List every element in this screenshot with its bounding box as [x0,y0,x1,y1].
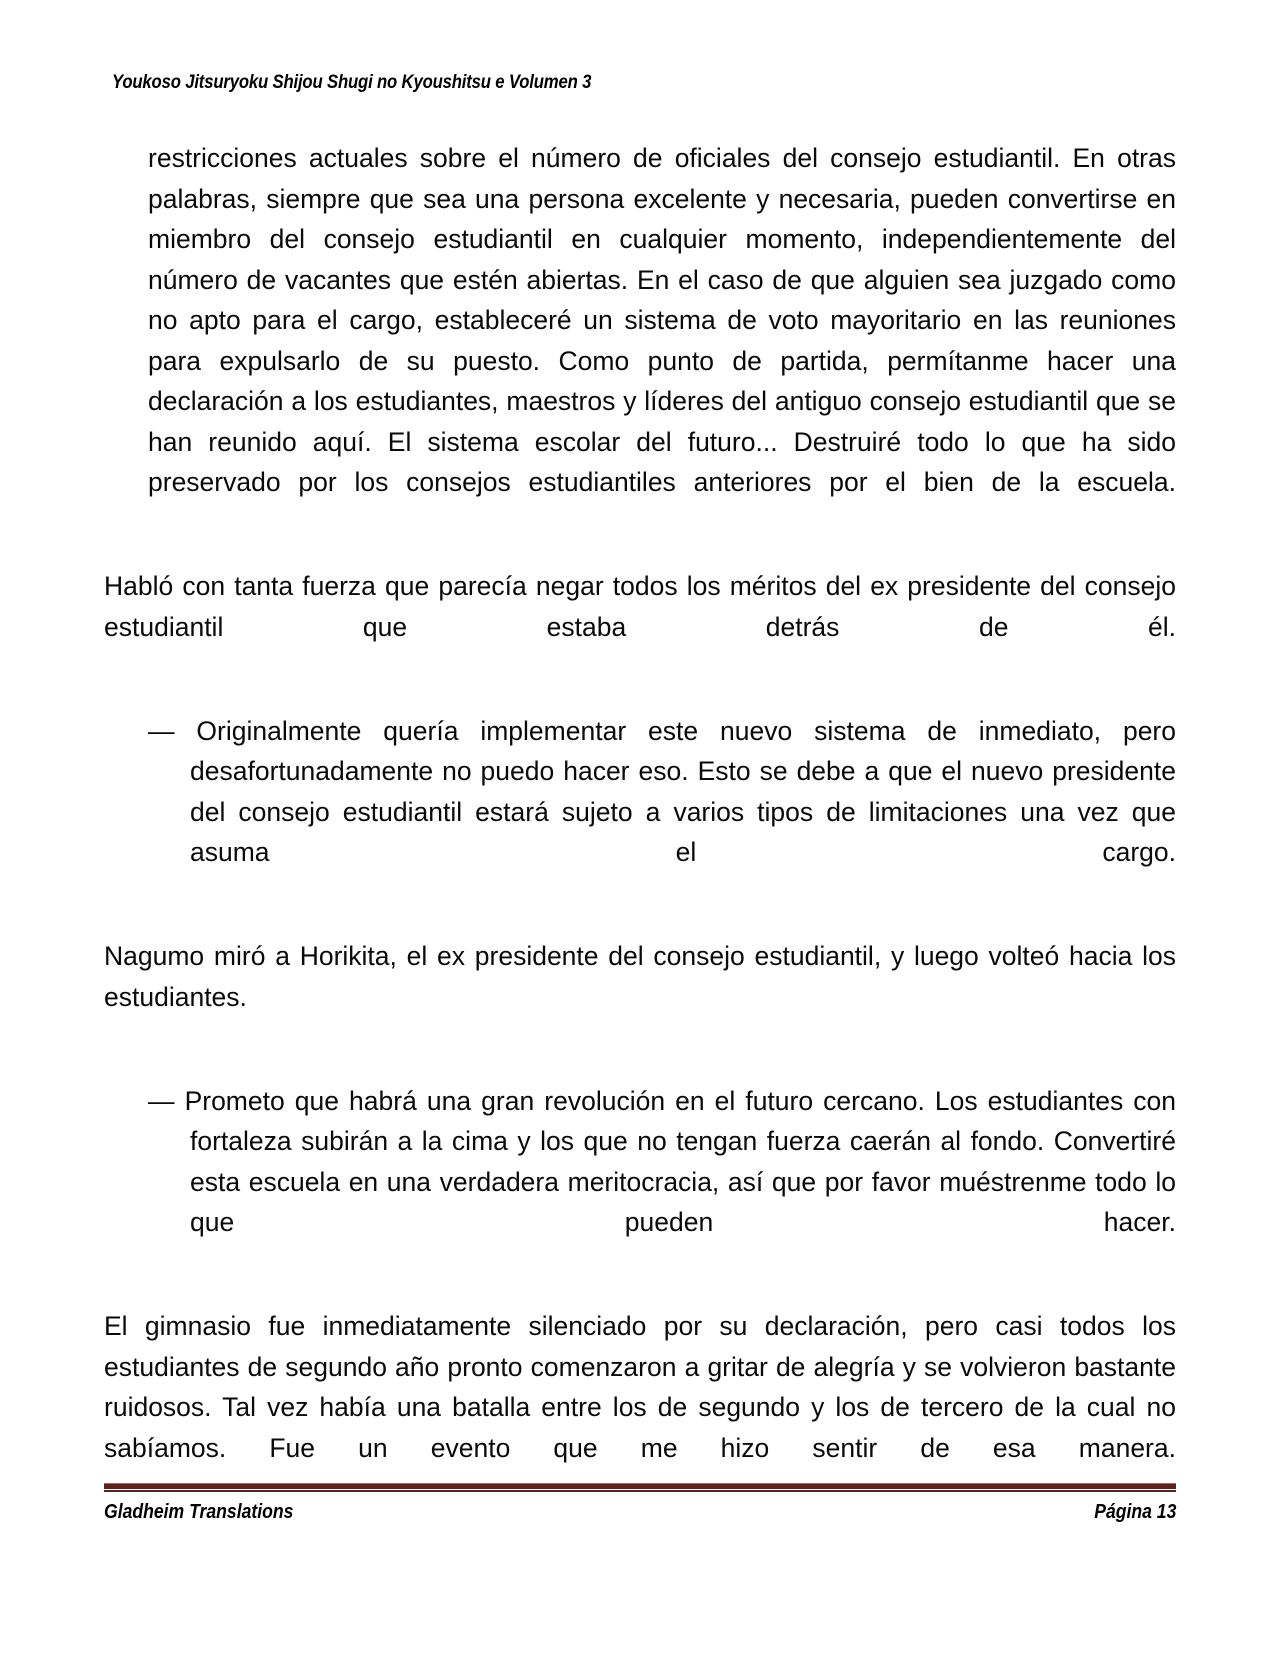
footer-translator-credit: Gladheim Translations [104,1501,294,1523]
page-footer [104,1483,1176,1524]
footer-rule-thin [104,1490,1176,1492]
document-body [104,138,1176,1509]
em-dash-marker: — [148,1085,175,1116]
paragraph-dialogue-prometo [148,1081,1176,1284]
paragraph-quote-speech: restricciones actuales sobre el número de oficiales del consejo estudiantil. En otras palabras, siempre que sea una persona excelente y necesaria, pueden convertirse en miembro del consejo estudiantil en cualquier momento, independientemente del número de vacantes que estén abiertas. En el caso de que alguien sea juzgado como no apto para el cargo, estableceré un sistema de voto mayoritario en las reuniones para expulsarlo de su puesto. Como punto de partida, permítanme hacer una declaración a los estudiantes, maestros y líderes del antiguo consejo estudiantil que se han reunido aquí. El sistema escolar del futuro... Destruiré todo lo que ha sido preservado por los consejos estudiantiles anteriores por el bien de la escuela. [148,143,1176,497]
paragraph-dialogue-originalmente [148,711,1176,914]
footer-divider-rule [104,1483,1176,1492]
footer-row [104,1501,1176,1524]
paragraph-narration-gimnasio: El gimnasio fue inmediatamente silenciado por su declaración, pero casi todos los estudiantes de segundo año pronto comenzaron a gritar de alegría y se volvieron bastante ruidosos. Tal vez había una batalla entre los de segundo y los de tercero de la cual no sabíamos. Fue un evento que me hizo sentir de esa manera. [104,1311,1176,1463]
dialogue-text: Originalmente quería implementar este nuevo sistema de inmediato, pero desafortunadamente no puedo hacer eso. Esto se debe a que el nuevo presidente del consejo estudiantil estará sujeto a varios tipos de limitaciones una vez que asuma el cargo. [190,715,1176,867]
paragraph-narration-nagumo: Nagumo miró a Horikita, el ex presidente del consejo estudiantil, y luego volteó hacia los estudiantes. [104,941,1176,1012]
dialogue-text: Prometo que habrá una gran revolución en el futuro cercano. Los estudiantes con fortaleza subirán a la cima y los que no tengan fuerza caerán al fondo. Convertiré esta escuela en una verdadera meritocracia, así que por favor muéstrenme todo lo que pueden hacer. [184,1085,1176,1237]
footer-rule-thick [104,1483,1176,1489]
em-dash-marker: — [148,715,175,746]
paragraph-narration-hablo: Habló con tanta fuerza que parecía negar todos los méritos del ex presidente del consejo estudiantil que estaba detrás de él. [104,571,1176,642]
page-header [112,72,1172,94]
header-title: Youkoso Jitsuryoku Shijou Shugi no Kyoushitsu e Volumen 3 [112,72,592,93]
footer-page-number: Página 13 [1093,1501,1176,1523]
